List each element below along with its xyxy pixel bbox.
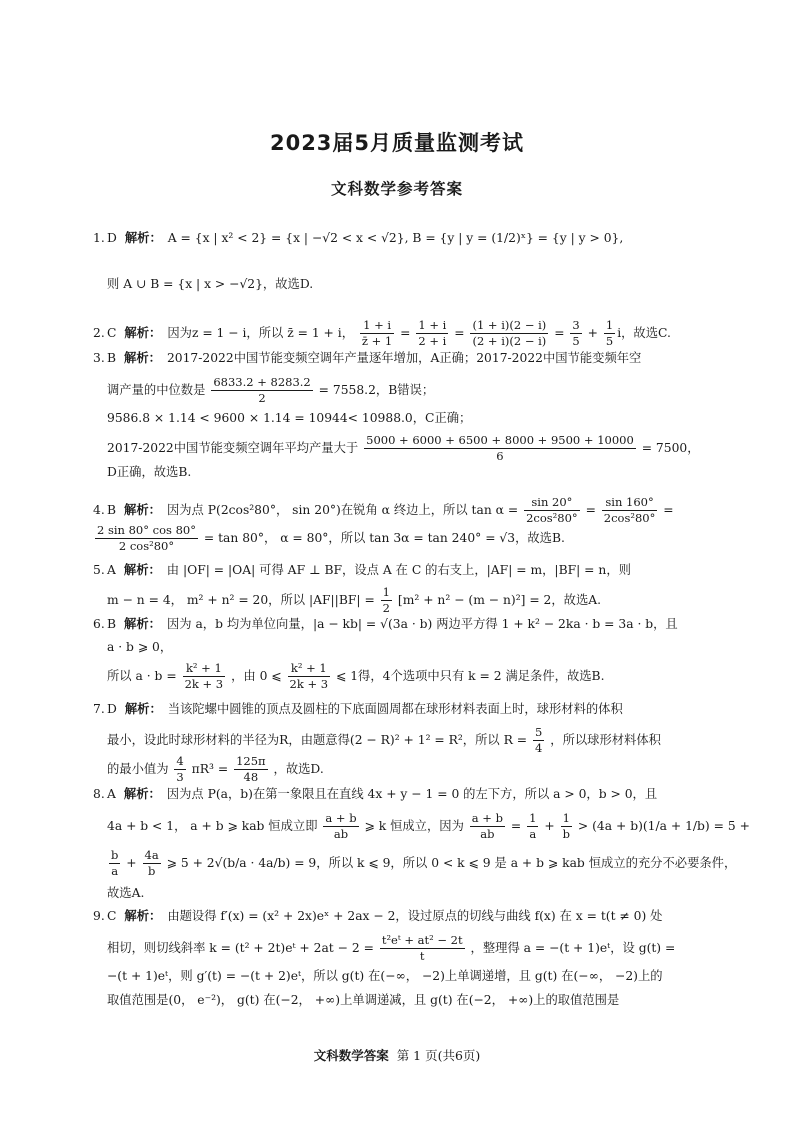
jiexi-label: 解析： [124, 351, 161, 365]
fraction: $\frac{1}{5}$ [605, 318, 614, 349]
q3-line5: D正确，故选B. [107, 465, 192, 479]
q3-line3: 9586.8 × 1.14 < 9600 × 1.14 = 10944< 10988.0，C正确； [107, 411, 472, 425]
q2-number: 2. [93, 326, 105, 341]
q2-text: 因为 [167, 326, 192, 341]
fraction: $\frac{5}{4}$ [535, 725, 543, 756]
q8-line1: 8. A 解析： 因为点 P(a，b)在第一象限且在直线 4x + y − 1 = 0 的左下方，所以 a > 0，b > 0，且 [93, 787, 658, 801]
jiexi-label: 解析： [124, 326, 162, 341]
footer-label: 文科数学答案 [313, 1048, 389, 1063]
q8-line4: 故选A. [107, 886, 145, 900]
q9-line3: −(t + 1)eᵗ，则 g′(t) = −(t + 2)eᵗ，所以 g(t) 在(−∞， −2)上单调递增，且 g(t) 在(−∞， −2)上的 [107, 969, 663, 983]
fraction: $\frac{5000 + 6000 + 6500 + 8000 + 9500 + 10000}{6}$ [366, 433, 634, 464]
fraction: $\frac{6833.2 + 8283.2}{2}$ [213, 375, 311, 406]
q2-text: z = 1 − i，所以 z̄ = 1 + i， [191, 326, 354, 341]
q6-number: 6. [93, 617, 105, 631]
fraction: $\frac{(1 + i)(2 - i)}{(2 + i)(2 - i)}$ [472, 318, 547, 349]
fraction: $\frac{\sin 160^\circ}{\text{2cos²80°}}$ [603, 495, 656, 526]
q8-answer: A [107, 787, 116, 801]
q1-line2: 则 A ∪ B = {x | x > −√2}，故选D. [107, 277, 314, 291]
q4-line2: $\frac{2 \sin 80^\circ \cos 80^\circ}{\text{2 cos²80°}}$ = tan 80°， α = 80°，所以 tan 3α = tan 240° = √3，故选B. [97, 523, 565, 554]
q1-number: 1. [93, 231, 105, 245]
fraction: $\frac{a + b}{ab}$ [325, 811, 357, 842]
q7-number: 7. [93, 702, 105, 716]
page-subtitle: 文科数学参考答案 [330, 180, 463, 198]
page-footer [0, 1046, 794, 1064]
jiexi-label: 解析： [123, 563, 161, 577]
q3-number: 3. [93, 351, 105, 365]
jiexi-label: 解析： [124, 231, 162, 245]
q6-line3: 所以 a · b = $\frac{\text{k² + 1}}{2k + 3}$ ，由 0 ⩽ $\frac{\text{k² + 1}}{2k + 3}$ ⩽ 1得，4个选项中只有 k = 2 满足条件，故选B. [107, 661, 605, 692]
q3-answer: B [107, 351, 117, 365]
jiexi-label: 解析： [124, 503, 161, 518]
q6-answer: B [107, 617, 117, 631]
fraction: $\frac{4a}{b}$ [144, 848, 159, 879]
fraction: $\frac{b}{a}$ [111, 848, 119, 879]
page-number: 第 1 页(共6页) [396, 1048, 481, 1063]
fraction: $\frac{\text{k² + 1}}{2k + 3}$ [184, 661, 224, 692]
fraction: $\frac{1 + i}{z̄ + 1}$ [361, 318, 393, 349]
q4-number: 4. [93, 503, 105, 518]
q5-line2: m − n = 4， m² + n² = 20，所以 |AF||BF| = $\frac{1}{2}$ [m² + n² − (m − n)²] = 2，故选A. [107, 585, 602, 616]
jiexi-label: 解析： [123, 787, 161, 801]
jiexi-label: 解析： [124, 617, 161, 631]
q4-answer: B [107, 503, 117, 518]
fraction: $\frac{3}{5}$ [572, 318, 580, 349]
q3-line2: 调产量的中位数是 $\frac{6833.2 + 8283.2}{2}$ = 7558.2，B错误； [107, 375, 435, 406]
q3-line4: 2017-2022中国节能变频空调年平均产量大于 $\frac{5000 + 6000 + 6500 + 8000 + 9500 + 10000}{6}$ = 7500， [107, 433, 700, 464]
q2-line1: 2. C 解析： 因为z = 1 − i，所以 z̄ = 1 + i， $\frac{1 + i}{z̄ + 1}$ = $\frac{1 + i}{2 + i}$ = $\frac{(1 + i)(2 - i)}{(2 + i)(2 - i)}$ = $\frac{3}{5}$ + $\frac{1}{5}$ i，故选C. [93, 318, 671, 349]
q9-answer: C [107, 909, 117, 923]
q1-line1 [93, 232, 623, 244]
fraction: $\frac{1}{b}$ [562, 811, 570, 842]
q5-answer: A [107, 563, 116, 577]
q3-line1 [93, 352, 641, 364]
fraction: $\frac{\text{k² + 1}}{2k + 3}$ [289, 661, 329, 692]
q2-text: i，故选C. [617, 326, 671, 341]
q6-line2: a · b ⩾ 0， [107, 640, 173, 654]
q7-line3: 的最小值为 $\frac{4}{3}$ πR³ = $\frac{125\pi}{48}$ ，故选D. [107, 754, 324, 785]
fraction: $\frac{1}{a}$ [529, 811, 537, 842]
q5-line1: 5. A 解析： 由 |OF| = |OA| 可得 AF ⊥ BF，设点 A 在 C 的右支上，|AF| = m，|BF| = n，则 [93, 563, 631, 577]
fraction: $\frac{1 + i}{2 + i}$ [418, 318, 447, 349]
q8-line2: 4a + b < 1， a + b ⩾ kab 恒成立即 $\frac{a + b}{ab}$ ⩾ k 恒成立，因为 $\frac{a + b}{ab}$ = $\frac{1}{a}$ + $\frac{1}{b}$ > (4a + b)(1/a + 1/b) = 5 + [107, 811, 750, 842]
fraction: $\frac{\sin 20^\circ}{\text{2cos²80°}}$ [526, 495, 578, 526]
q1-answer: D [107, 231, 117, 245]
q9-line1: 9. C 解析： 由题设得 f′(x) = (x² + 2x)eˣ + 2ax − 2，设过原点的切线与曲线 f(x) 在 x = t(t ≠ 0) 处 [93, 909, 663, 923]
q3-text: 2017-2022中国节能变频空调年产量逐年增加，A正确；2017-2022中国节能变频年空 [166, 351, 642, 365]
fraction: $\frac{125\pi}{48}$ [236, 754, 266, 785]
q9-line2: 相切，则切线斜率 k = (t² + 2t)eᵗ + 2at − 2 = $\frac{\text{t²eᵗ + at² − 2t}}{t}$ ，整理得 a = −(t + 1)eᵗ，设 g(t) = [107, 933, 676, 964]
q5-number: 5. [93, 563, 105, 577]
q6-line1: 6. B 解析： 因为 a，b 均为单位向量，|a − kb| = √(3a · b) 两边平方得 1 + k² − 2ka · b = 3a · b，且 [93, 617, 678, 631]
fraction: $\frac{4}{3}$ [176, 754, 184, 785]
q9-number: 9. [93, 909, 105, 923]
q7-answer: D [107, 702, 117, 716]
fraction: $\frac{\text{t²eᵗ + at² − 2t}}{t}$ [381, 933, 463, 964]
fraction: $\frac{2 \sin 80^\circ \cos 80^\circ}{\text{2 cos²80°}}$ [97, 523, 196, 554]
jiexi-label: 解析： [124, 909, 162, 923]
q1-text: A = {x | x² < 2} = {x | −√2 < x < √2}, B = {y | y = (1/2)ˣ} = {y | y > 0}, [167, 231, 624, 245]
q2-answer: C [107, 326, 117, 341]
jiexi-label: 解析： [124, 702, 162, 716]
q7-line1: 7. D 解析： 当该陀螺中圆锥的顶点及圆柱的下底面圆周都在球形材料表面上时，球形材料的体积 [93, 702, 623, 716]
q7-line2: 最小，设此时球形材料的半径为R，由题意得(2 − R)² + 1² = R²，所以 R = $\frac{5}{4}$ ，所以球形材料体积 [107, 725, 661, 756]
q8-number: 8. [93, 787, 105, 801]
fraction: $\frac{1}{2}$ [382, 585, 390, 616]
q9-line4: 取值范围是(0， e⁻²)， g(t) 在(−2， +∞)上单调递减，且 g(t) 在(−2， +∞)上的取值范围是 [107, 993, 620, 1007]
q4-line1: 4. B 解析： 因为点 P(2cos²80°， sin 20°)在锐角 α 终边上，所以 tan α = $\frac{\sin 20^\circ}{\text{2cos²80°}}$ = $\frac{\sin 160^\circ}{\text{2cos²80°}}$ = [93, 495, 674, 526]
q8-line3: $\frac{b}{a}$ + $\frac{4a}{b}$ ⩾ 5 + 2√(b/a · 4a/b) = 9，所以 k ⩽ 9，所以 0 < k ⩽ 9 是 a + b ⩾ kab 恒成立的充分不必要条件， [111, 848, 737, 879]
fraction: $\frac{a + b}{ab}$ [471, 811, 503, 842]
page-title: 2023届5月质量监测考试 [269, 131, 525, 155]
